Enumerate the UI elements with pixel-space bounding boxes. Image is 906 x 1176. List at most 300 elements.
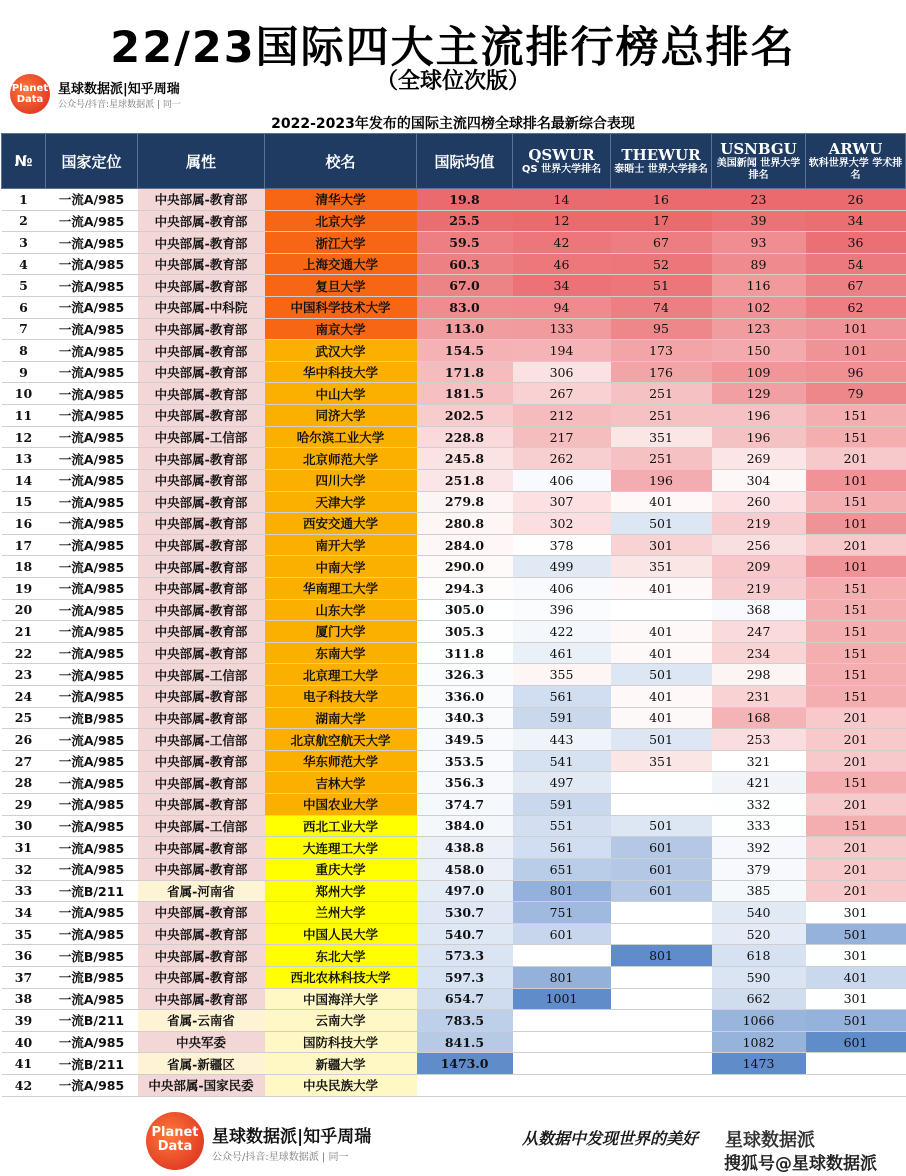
cell-the: 173 [611, 340, 712, 362]
table-row [2, 642, 906, 664]
cell-qs [513, 945, 611, 967]
table-row [2, 858, 906, 880]
cell-position: 一流A/985 [46, 189, 138, 211]
table-row [2, 534, 906, 556]
cell-position: 一流A/985 [46, 469, 138, 491]
col-header-the [611, 134, 712, 189]
cell-school: 中国科学技术大学 [265, 297, 417, 319]
cell-avg: 458.0 [417, 858, 513, 880]
cell-arwu: 201 [806, 880, 906, 902]
cell-school: 北京大学 [265, 210, 417, 232]
cell-avg: 311.8 [417, 642, 513, 664]
cell-usn: 253 [712, 729, 806, 751]
col-header-qs [513, 134, 611, 189]
table-row [2, 210, 906, 232]
cell-attribute: 中央部属-教育部 [138, 232, 265, 254]
cell-no: 33 [2, 880, 46, 902]
cell-arwu: 401 [806, 966, 906, 988]
cell-qs: 561 [513, 686, 611, 708]
cell-qs: 94 [513, 297, 611, 319]
cell-attribute: 中央部属-工信部 [138, 729, 265, 751]
cell-the: 501 [611, 664, 712, 686]
cell-arwu: 101 [806, 556, 906, 578]
cell-position: 一流A/985 [46, 858, 138, 880]
cell-no: 34 [2, 902, 46, 924]
table-row [2, 686, 906, 708]
cell-school: 同济大学 [265, 405, 417, 427]
table-row [2, 772, 906, 794]
cell-arwu: 79 [806, 383, 906, 405]
cell-avg: 305.0 [417, 599, 513, 621]
cell-arwu: 101 [806, 513, 906, 535]
cell-qs: 396 [513, 599, 611, 621]
cell-no: 23 [2, 664, 46, 686]
table-row [2, 556, 906, 578]
cell-school: 中国农业大学 [265, 794, 417, 816]
table-row [2, 750, 906, 772]
cell-qs: 306 [513, 361, 611, 383]
cell-school: 复旦大学 [265, 275, 417, 297]
cell-avg: 290.0 [417, 556, 513, 578]
cell-qs: 591 [513, 707, 611, 729]
cell-avg: 384.0 [417, 815, 513, 837]
cell-usn: 260 [712, 491, 806, 513]
cell-usn: 421 [712, 772, 806, 794]
cell-no: 26 [2, 729, 46, 751]
cell-position: 一流A/985 [46, 340, 138, 362]
cell-no: 8 [2, 340, 46, 362]
cell-position: 一流A/985 [46, 729, 138, 751]
cell-position: 一流B/985 [46, 945, 138, 967]
cell-position: 一流A/985 [46, 426, 138, 448]
cell-avg: 356.3 [417, 772, 513, 794]
cell-attribute: 中央部属-工信部 [138, 815, 265, 837]
cell-school: 北京航空航天大学 [265, 729, 417, 751]
cell-arwu: 101 [806, 469, 906, 491]
cell-attribute: 中央部属-教育部 [138, 794, 265, 816]
cell-arwu: 101 [806, 340, 906, 362]
cell-avg: 597.3 [417, 966, 513, 988]
table-row [2, 340, 906, 362]
cell-school: 云南大学 [265, 1010, 417, 1032]
cell-position: 一流A/985 [46, 275, 138, 297]
cell-usn: 379 [712, 858, 806, 880]
cell-school: 厦门大学 [265, 621, 417, 643]
cell-arwu: 201 [806, 707, 906, 729]
cell-qs: 422 [513, 621, 611, 643]
cell-avg: 25.5 [417, 210, 513, 232]
cell-qs: 302 [513, 513, 611, 535]
cell-position: 一流B/985 [46, 966, 138, 988]
cell-the: 801 [611, 945, 712, 967]
cell-no: 31 [2, 837, 46, 859]
cell-no: 10 [2, 383, 46, 405]
cell-position: 一流A/985 [46, 253, 138, 275]
cell-the: 351 [611, 426, 712, 448]
cell-school: 四川大学 [265, 469, 417, 491]
cell-usn: 168 [712, 707, 806, 729]
col-header-arwu [806, 134, 906, 189]
cell-qs: 34 [513, 275, 611, 297]
cell-no: 6 [2, 297, 46, 319]
cell-school: 华东师范大学 [265, 750, 417, 772]
cell-no: 9 [2, 361, 46, 383]
cell-usn: 219 [712, 577, 806, 599]
usn-sublabel: 美国新闻 世界大学排名 [716, 158, 801, 181]
cell-school: 西北农林科技大学 [265, 966, 417, 988]
cell-no: 14 [2, 469, 46, 491]
cell-avg: 654.7 [417, 988, 513, 1010]
cell-attribute: 中央部属-教育部 [138, 707, 265, 729]
cell-qs: 194 [513, 340, 611, 362]
cell-attribute: 中央部属-教育部 [138, 556, 265, 578]
table-row [2, 253, 906, 275]
cell-position: 一流A/985 [46, 686, 138, 708]
cell-position: 一流B/211 [46, 1053, 138, 1075]
cell-usn: 109 [712, 361, 806, 383]
cell-usn: 618 [712, 945, 806, 967]
cell-qs: 1001 [513, 988, 611, 1010]
cell-arwu: 301 [806, 945, 906, 967]
cell-usn: 247 [712, 621, 806, 643]
cell-qs [513, 1010, 611, 1032]
cell-attribute: 中央部属-教育部 [138, 405, 265, 427]
cell-the [611, 923, 712, 945]
cell-avg: 349.5 [417, 729, 513, 751]
cell-avg: 353.5 [417, 750, 513, 772]
cell-school: 中国海洋大学 [265, 988, 417, 1010]
cell-no: 28 [2, 772, 46, 794]
cell-school: 中山大学 [265, 383, 417, 405]
cell-the: 501 [611, 815, 712, 837]
table-body [2, 189, 906, 1097]
cell-school: 吉林大学 [265, 772, 417, 794]
cell-position: 一流A/985 [46, 815, 138, 837]
cell-the: 401 [611, 577, 712, 599]
cell-attribute: 中央部属-教育部 [138, 491, 265, 513]
cell-usn: 256 [712, 534, 806, 556]
cell-arwu: 201 [806, 858, 906, 880]
cell-the [611, 988, 712, 1010]
cell-position: 一流A/985 [46, 577, 138, 599]
cell-no: 39 [2, 1010, 46, 1032]
cell-arwu: 96 [806, 361, 906, 383]
cell-position: 一流A/985 [46, 1031, 138, 1053]
table-row [2, 513, 906, 535]
table-row [2, 469, 906, 491]
header [0, 0, 906, 133]
cell-qs: 406 [513, 469, 611, 491]
col-header-avg: 国际均值 [417, 134, 513, 189]
cell-position: 一流A/985 [46, 361, 138, 383]
table-row [2, 1031, 906, 1053]
table-row [2, 923, 906, 945]
cell-attribute: 中央部属-教育部 [138, 902, 265, 924]
cell-avg: 783.5 [417, 1010, 513, 1032]
cell-attribute: 中央军委 [138, 1031, 265, 1053]
cell-the [611, 966, 712, 988]
cell-attribute: 省属-新疆区 [138, 1053, 265, 1075]
footer-logo: Planet Data [146, 1112, 204, 1170]
cell-qs: 601 [513, 923, 611, 945]
table-row [2, 902, 906, 924]
cell-no: 18 [2, 556, 46, 578]
cell-usn [712, 1074, 806, 1096]
cell-arwu: 151 [806, 491, 906, 513]
cell-usn: 219 [712, 513, 806, 535]
cell-school: 北京理工大学 [265, 664, 417, 686]
brand-logo: Planet Data [10, 74, 50, 114]
cell-qs: 12 [513, 210, 611, 232]
watermark-sohu: 搜狐号@星球数据派 [724, 1154, 877, 1174]
cell-no: 11 [2, 405, 46, 427]
cell-the: 601 [611, 880, 712, 902]
cell-the: 74 [611, 297, 712, 319]
table-row [2, 189, 906, 211]
cell-the: 251 [611, 448, 712, 470]
cell-avg: 374.7 [417, 794, 513, 816]
cell-attribute: 中央部属-教育部 [138, 837, 265, 859]
cell-no: 15 [2, 491, 46, 513]
cell-avg: 284.0 [417, 534, 513, 556]
the-sublabel: 泰晤士 世界大学排名 [614, 164, 708, 175]
cell-attribute: 中央部属-教育部 [138, 275, 265, 297]
cell-usn: 298 [712, 664, 806, 686]
cell-usn: 123 [712, 318, 806, 340]
watermark-wechat: 星球数据派 [725, 1130, 815, 1151]
cell-position: 一流A/985 [46, 599, 138, 621]
cell-avg: 202.5 [417, 405, 513, 427]
cell-the: 401 [611, 707, 712, 729]
cell-school: 浙江大学 [265, 232, 417, 254]
cell-usn: 321 [712, 750, 806, 772]
cell-qs: 262 [513, 448, 611, 470]
cell-usn: 196 [712, 426, 806, 448]
cell-arwu: 34 [806, 210, 906, 232]
cell-qs: 591 [513, 794, 611, 816]
table-row [2, 491, 906, 513]
cell-arwu [806, 1053, 906, 1075]
table-row [2, 297, 906, 319]
cell-position: 一流A/985 [46, 664, 138, 686]
cell-school: 华中科技大学 [265, 361, 417, 383]
cell-no: 41 [2, 1053, 46, 1075]
cell-the: 401 [611, 491, 712, 513]
cell-qs: 267 [513, 383, 611, 405]
cell-usn: 1082 [712, 1031, 806, 1053]
cell-usn: 209 [712, 556, 806, 578]
cell-school: 东南大学 [265, 642, 417, 664]
cell-no: 30 [2, 815, 46, 837]
cell-school: 西安交通大学 [265, 513, 417, 535]
cell-qs [513, 1031, 611, 1053]
cell-usn: 1473 [712, 1053, 806, 1075]
cell-arwu [806, 1074, 906, 1096]
table-description: 2022-2023年发布的国际主流四榜全球排名最新综合表现 [271, 116, 635, 132]
cell-no: 5 [2, 275, 46, 297]
table-row [2, 664, 906, 686]
cell-attribute: 中央部属-教育部 [138, 577, 265, 599]
cell-usn: 333 [712, 815, 806, 837]
cell-position: 一流A/985 [46, 902, 138, 924]
cell-usn: 1066 [712, 1010, 806, 1032]
cell-the: 17 [611, 210, 712, 232]
cell-position: 一流A/985 [46, 988, 138, 1010]
cell-no: 32 [2, 858, 46, 880]
cell-arwu: 201 [806, 837, 906, 859]
cell-attribute: 中央部属-教育部 [138, 858, 265, 880]
cell-attribute: 中央部属-教育部 [138, 534, 265, 556]
cell-school: 中央民族大学 [265, 1074, 417, 1096]
cell-avg: 530.7 [417, 902, 513, 924]
arwu-sublabel: 软科世界大学 学术排名 [808, 158, 903, 181]
cell-qs: 217 [513, 426, 611, 448]
cell-school: 兰州大学 [265, 902, 417, 924]
cell-avg: 497.0 [417, 880, 513, 902]
cell-qs: 751 [513, 902, 611, 924]
cell-school: 清华大学 [265, 189, 417, 211]
table-row [2, 405, 906, 427]
cell-attribute: 中央部属-教育部 [138, 642, 265, 664]
table-row [2, 1010, 906, 1032]
cell-avg: 340.3 [417, 707, 513, 729]
cell-position: 一流A/985 [46, 297, 138, 319]
cell-arwu: 151 [806, 642, 906, 664]
cell-qs: 461 [513, 642, 611, 664]
qs-label: QSWUR [528, 146, 595, 164]
cell-the [611, 794, 712, 816]
cell-arwu: 151 [806, 405, 906, 427]
qs-sublabel: QS 世界大学排名 [521, 164, 602, 175]
cell-no: 37 [2, 966, 46, 988]
table-row [2, 599, 906, 621]
cell-position: 一流A/985 [46, 794, 138, 816]
table-row [2, 361, 906, 383]
cell-school: 南开大学 [265, 534, 417, 556]
footer [0, 1104, 906, 1176]
cell-qs [513, 1053, 611, 1075]
cell-the: 95 [611, 318, 712, 340]
col-header-no: № [2, 134, 46, 189]
cell-school: 武汉大学 [265, 340, 417, 362]
cell-no: 29 [2, 794, 46, 816]
table-row [2, 815, 906, 837]
cell-arwu: 151 [806, 815, 906, 837]
cell-position: 一流B/985 [46, 707, 138, 729]
table-row [2, 426, 906, 448]
cell-arwu: 151 [806, 577, 906, 599]
cell-the: 251 [611, 383, 712, 405]
cell-usn: 231 [712, 686, 806, 708]
cell-qs: 46 [513, 253, 611, 275]
cell-arwu: 201 [806, 534, 906, 556]
cell-attribute: 中央部属-中科院 [138, 297, 265, 319]
cell-arwu: 201 [806, 729, 906, 751]
cell-position: 一流A/985 [46, 772, 138, 794]
cell-position: 一流A/985 [46, 405, 138, 427]
cell-avg: 251.8 [417, 469, 513, 491]
cell-school: 上海交通大学 [265, 253, 417, 275]
cell-position: 一流A/985 [46, 318, 138, 340]
cell-attribute: 省属-云南省 [138, 1010, 265, 1032]
cell-the: 251 [611, 405, 712, 427]
table-row [2, 1053, 906, 1075]
cell-the [611, 772, 712, 794]
cell-avg: 113.0 [417, 318, 513, 340]
cell-school: 西北工业大学 [265, 815, 417, 837]
cell-attribute: 中央部属-教育部 [138, 923, 265, 945]
cell-school: 哈尔滨工业大学 [265, 426, 417, 448]
table-row [2, 729, 906, 751]
cell-arwu: 301 [806, 988, 906, 1010]
cell-the: 501 [611, 729, 712, 751]
cell-usn: 89 [712, 253, 806, 275]
table-row [2, 794, 906, 816]
cell-school: 湖南大学 [265, 707, 417, 729]
cell-the: 52 [611, 253, 712, 275]
cell-qs: 378 [513, 534, 611, 556]
table-row [2, 577, 906, 599]
cell-arwu: 201 [806, 448, 906, 470]
cell-arwu: 601 [806, 1031, 906, 1053]
cell-avg: 438.8 [417, 837, 513, 859]
cell-arwu: 201 [806, 794, 906, 816]
cell-qs: 133 [513, 318, 611, 340]
cell-attribute: 中央部属-教育部 [138, 621, 265, 643]
cell-arwu: 101 [806, 318, 906, 340]
cell-the [611, 1031, 712, 1053]
cell-the [611, 1010, 712, 1032]
cell-no: 36 [2, 945, 46, 967]
cell-position: 一流A/985 [46, 642, 138, 664]
cell-the: 501 [611, 513, 712, 535]
cell-position: 一流A/985 [46, 210, 138, 232]
cell-arwu: 151 [806, 772, 906, 794]
cell-qs: 307 [513, 491, 611, 513]
cell-no: 35 [2, 923, 46, 945]
cell-school: 电子科技大学 [265, 686, 417, 708]
cell-arwu: 151 [806, 686, 906, 708]
footer-brand: 星球数据派|知乎周瑞 [212, 1127, 372, 1147]
cell-usn: 662 [712, 988, 806, 1010]
cell-qs: 212 [513, 405, 611, 427]
cell-usn: 234 [712, 642, 806, 664]
cell-attribute: 中央部属-教育部 [138, 686, 265, 708]
cell-avg: 171.8 [417, 361, 513, 383]
cell-no: 13 [2, 448, 46, 470]
cell-school: 天津大学 [265, 491, 417, 513]
cell-qs: 14 [513, 189, 611, 211]
cell-usn: 385 [712, 880, 806, 902]
cell-avg: 19.8 [417, 189, 513, 211]
cell-the: 601 [611, 858, 712, 880]
cell-no: 25 [2, 707, 46, 729]
cell-qs: 443 [513, 729, 611, 751]
page-title: 22/23国际四大主流排行榜总排名 [110, 23, 796, 73]
cell-usn: 590 [712, 966, 806, 988]
cell-position: 一流A/985 [46, 750, 138, 772]
cell-school: 东北大学 [265, 945, 417, 967]
cell-attribute: 中央部属-教育部 [138, 469, 265, 491]
cell-the: 401 [611, 642, 712, 664]
cell-qs: 801 [513, 966, 611, 988]
cell-attribute: 中央部属-教育部 [138, 210, 265, 232]
cell-school: 重庆大学 [265, 858, 417, 880]
cell-the [611, 1053, 712, 1075]
cell-arwu: 36 [806, 232, 906, 254]
cell-no: 42 [2, 1074, 46, 1096]
cell-qs [513, 1074, 611, 1096]
